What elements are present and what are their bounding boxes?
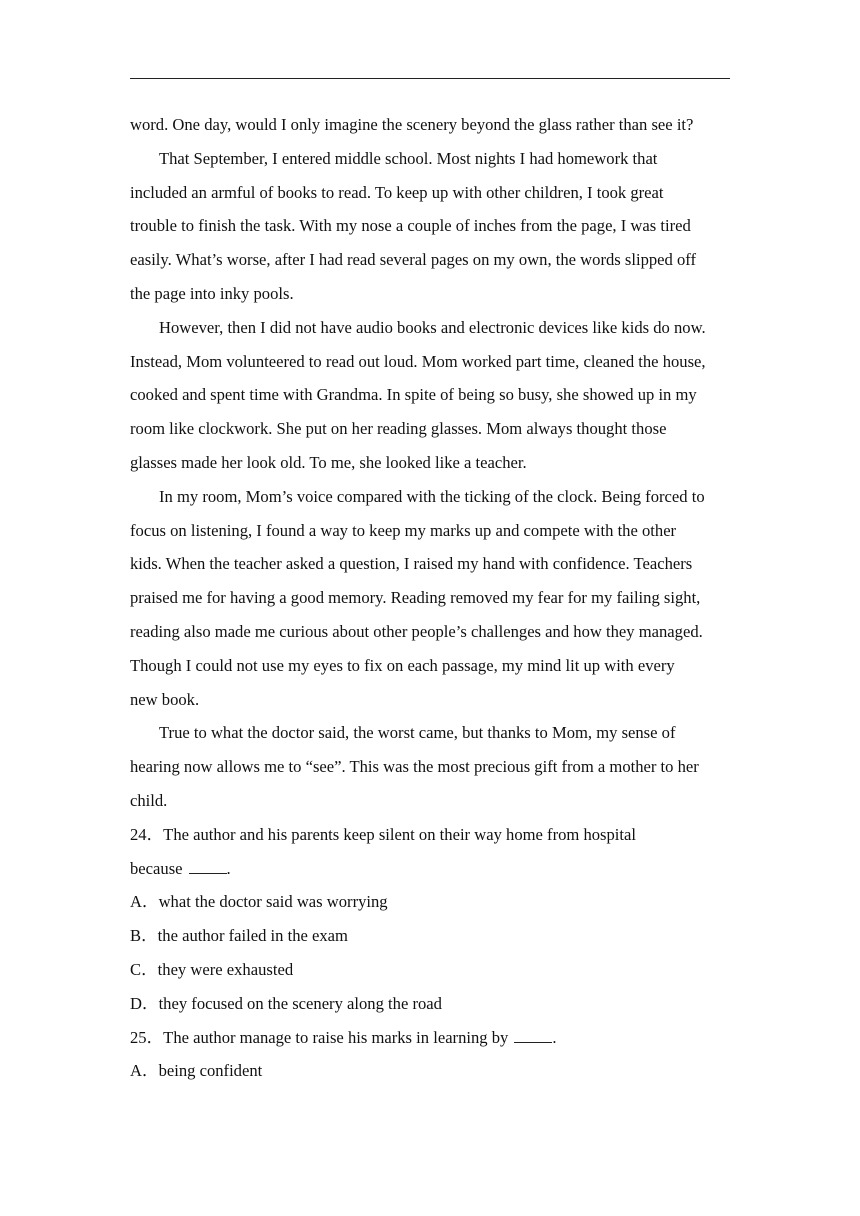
question-25-option-a: A．being confident bbox=[130, 1061, 263, 1081]
question-24-because: because bbox=[130, 858, 183, 878]
passage-line: In my room, Mom’s voice compared with the ticking of the clock. Being forced to bbox=[159, 486, 705, 506]
question-25-text: 25．The author manage to raise his marks in learning by bbox=[130, 1027, 509, 1047]
answer-blank bbox=[514, 1028, 552, 1043]
question-24-stem: 24．The author and his parents keep silent on their way home from hospital bbox=[130, 824, 636, 844]
answer-blank bbox=[189, 859, 227, 874]
question-25-end: . bbox=[552, 1027, 557, 1047]
passage-line: easily. What’s worse, after I had read several pages on my own, the words slipped off bbox=[130, 250, 697, 270]
question-24-option-c: C．they were exhausted bbox=[130, 959, 294, 979]
question-24-stem-cont bbox=[130, 852, 740, 886]
passage-line: room like clockwork. She put on her reading glasses. Mom always thought those bbox=[130, 419, 667, 439]
passage-line: True to what the doctor said, the worst came, but thanks to Mom, my sense of bbox=[159, 723, 676, 743]
question-24-option-a: A．what the doctor said was worrying bbox=[130, 892, 388, 912]
question-24-option-d: D．they focused on the scenery along the road bbox=[130, 993, 442, 1013]
passage-line: kids. When the teacher asked a question, I raised my hand with confidence. Teachers bbox=[130, 554, 693, 574]
passage-line: glasses made her look old. To me, she looked like a teacher. bbox=[130, 452, 527, 472]
passage-line: Instead, Mom volunteered to read out loud. Mom worked part time, cleaned the house, bbox=[130, 351, 706, 371]
header-rule bbox=[130, 78, 730, 79]
document-body bbox=[130, 108, 740, 1088]
passage-line: trouble to finish the task. With my nose a couple of inches from the page, I was tired bbox=[130, 216, 691, 236]
passage-line: the page into inky pools. bbox=[130, 283, 294, 303]
passage-line: However, then I did not have audio books and electronic devices like kids do now. bbox=[159, 317, 706, 337]
passage-line: That September, I entered middle school. Most nights I had homework that bbox=[159, 148, 658, 168]
passage-line: praised me for having a good memory. Reading removed my fear for my failing sight, bbox=[130, 588, 701, 608]
passage-line: Though I could not use my eyes to fix on each passage, my mind lit up with every bbox=[130, 655, 675, 675]
question-24-option-b: B．the author failed in the exam bbox=[130, 926, 348, 946]
passage-line: focus on listening, I found a way to keep my marks up and compete with the other bbox=[130, 520, 677, 540]
passage-line: included an armful of books to read. To keep up with other children, I took great bbox=[130, 182, 664, 202]
passage-line: hearing now allows me to “see”. This was the most precious gift from a mother to her bbox=[130, 757, 699, 777]
passage-line: new book. bbox=[130, 689, 200, 709]
passage-line: word. One day, would I only imagine the scenery beyond the glass rather than see it? bbox=[130, 115, 694, 134]
passage-line: cooked and spent time with Grandma. In spite of being so busy, she showed up in my bbox=[130, 385, 697, 405]
question-24-end: . bbox=[226, 858, 231, 878]
question-25-stem bbox=[130, 1021, 740, 1055]
passage-line: reading also made me curious about other people’s challenges and how they managed. bbox=[130, 621, 703, 641]
passage-line: child. bbox=[130, 790, 168, 810]
